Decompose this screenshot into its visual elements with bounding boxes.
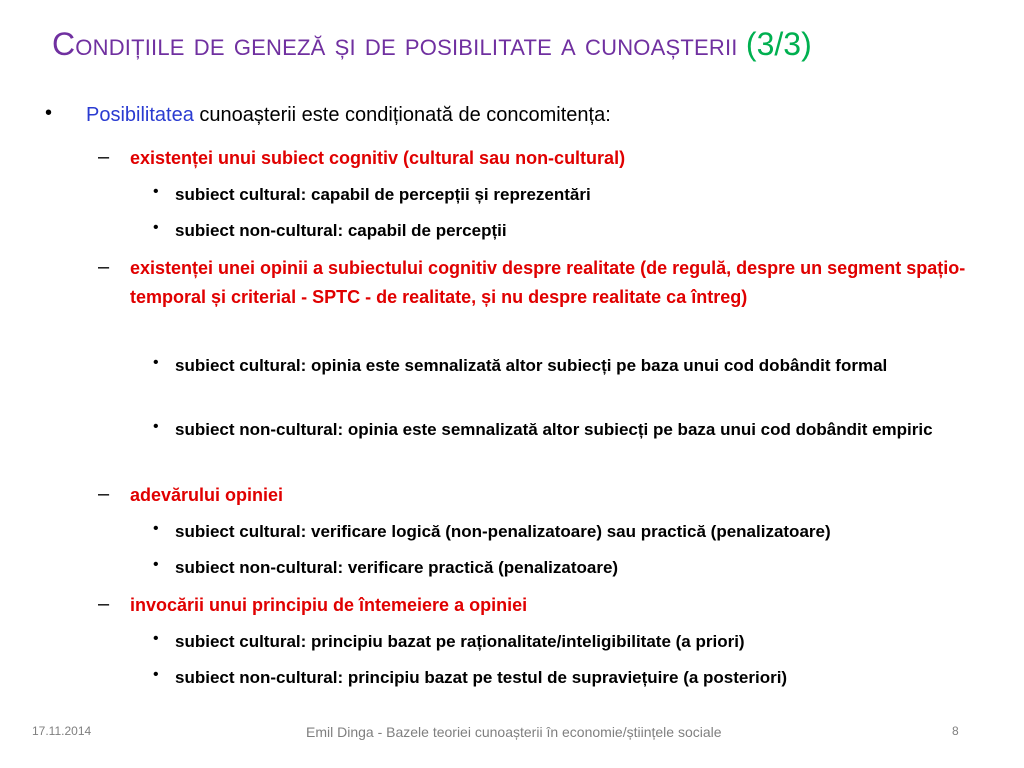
bullet: •: [153, 354, 159, 371]
footer-date: 17.11.2014: [32, 724, 92, 738]
bullet: •: [153, 520, 159, 537]
bullet: •: [153, 183, 159, 200]
bullet: •: [153, 630, 159, 647]
section-2-dash: –: [98, 256, 110, 278]
top-rest: cunoașterii este condiționată de concomitența:: [193, 104, 611, 126]
section-4-item-1: subiect cultural: principiu bazat pe raționalitate/inteligibilitate (a priori): [175, 632, 745, 651]
slide-title-main: Condițiile de geneză și de posibilitate a cunoașterii: [52, 26, 738, 62]
section-2-item-1: subiect cultural: opinia este semnalizată altor subiecți pe baza unui cod dobândit formal: [175, 356, 888, 375]
section-2-item-2: subiect non-cultural: opinia este semnalizată altor subiecți pe baza unui cod dobândit empiric: [175, 420, 933, 439]
section-1-item-1: subiect cultural: capabil de percepții și reprezentări: [175, 185, 591, 204]
section-3-dash: –: [98, 483, 110, 505]
section-1-item-2: subiect non-cultural: capabil de percepții: [175, 221, 507, 240]
bullet: •: [153, 418, 159, 435]
bullet: •: [153, 666, 159, 683]
section-3-item-2: subiect non-cultural: verificare practică (penalizatoare): [175, 558, 619, 577]
slide-title-number: (3/3): [745, 26, 812, 62]
section-4-text: invocării unui principiu de întemeiere a opiniei: [130, 595, 528, 615]
section-3-item-1: subiect cultural: verificare logică (non-penalizatoare) sau practică (penalizatoare): [175, 522, 831, 541]
top-bullet: •: [45, 102, 53, 124]
top-highlight: Posibilitatea: [86, 104, 194, 126]
section-4-item-2: subiect non-cultural: principiu bazat pe testul de supraviețuire (a posteriori): [175, 668, 788, 687]
section-1-dash: –: [98, 146, 110, 168]
footer-author: Emil Dinga - Bazele teoriei cunoașterii în economie/științele sociale: [306, 724, 722, 740]
footer-page-number: 8: [952, 724, 959, 738]
bullet: •: [153, 219, 159, 236]
slide-title: [52, 26, 1012, 63]
section-3-text: adevărului opiniei: [130, 485, 284, 505]
top-statement: [86, 104, 611, 127]
section-4-dash: –: [98, 593, 110, 615]
bullet: •: [153, 556, 159, 573]
section-1-text: existenței unui subiect cognitiv (cultural sau non-cultural): [130, 148, 626, 168]
section-2-text: existenței unei opinii a subiectului cognitiv despre realitate (de regulă, despre un segment spațio-temporal și criterial - SPTC - de realitate, și nu despre realitate ca întreg): [130, 258, 966, 307]
